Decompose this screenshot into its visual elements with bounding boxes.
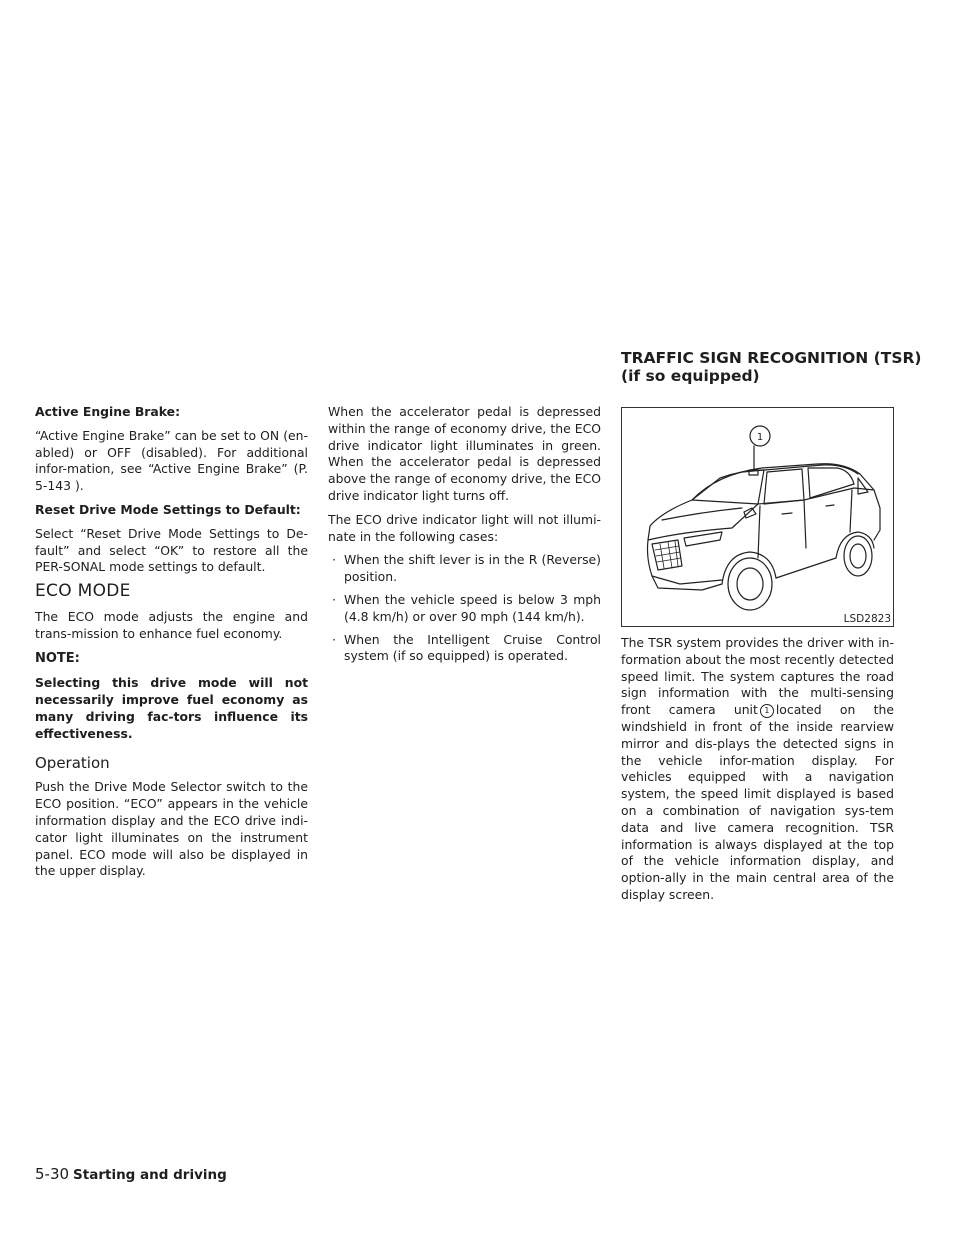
bullet-marker: · [332,552,336,568]
bullet-marker: · [332,631,336,647]
column-left [35,404,308,887]
tsr-description: The TSR system provides the driver with in-formation about the most recently detected speed limit. The system captures the road sign information with the multi-sensing front camera unit 1 located on the windshield in front of the inside rearview mirror and dis-plays the detected signs in the vehicle infor-mation display. For vehicles equipped with a navigation system, the speed limit displayed is based on a combination of navigation sys-tem data and live camera recognition. TSR information is always displayed at the top of the vehicle information display, and option-ally in the main central area of the display screen. [621,635,894,902]
eco-cases-list [328,552,601,665]
list-item: · When the shift lever is in the R (Reverse) position. [332,552,601,585]
list-item: · When the vehicle speed is below 3 mph (4.8 km/h) or over 90 mph (144 km/h). [332,591,601,624]
active-engine-brake-heading: Active Engine Brake: [35,404,181,419]
active-engine-brake-text: “Active Engine Brake” can be set to ON (en-abled) or OFF (disabled). For additional infor-mation, see “Active Engine Brake” (P. 5-143 ). [35,427,308,494]
note-heading: NOTE: [35,650,80,666]
list-item: · When the Intelligent Cruise Control system (if so equipped) is operated. [332,631,601,664]
vehicle-illustration [622,408,893,626]
callout-number: 1 [756,432,764,443]
callout-marker: 1 [760,704,774,718]
reset-drive-mode-heading: Reset Drive Mode Settings to Default: [35,501,301,517]
tsr-section-heading [621,349,922,385]
tsr-heading-line1: TRAFFIC SIGN RECOGNITION (TSR) [621,349,922,367]
figure-code: LSD2823 [843,613,891,625]
eco-indicator-text: When the accelerator pedal is depressed within the range of economy drive, the ECO drive indicator light illuminates in green. When the accelerator pedal is depressed above the range of economy drive, the ECO drive indicator light turns off. [328,404,601,503]
eco-indicator-cases-intro: The ECO drive indicator light will not illumi-nate in the following cases: [328,511,601,544]
reset-drive-mode-text: Select “Reset Drive Mode Settings to De-fault” and select “OK” to restore all the PER-SONAL mode settings to default. [35,525,308,575]
column-middle [328,404,601,671]
note-text: Selecting this drive mode will not necessarily improve fuel economy as many driving fac-tors influence its effectiveness. [35,675,308,741]
operation-heading: Operation [35,753,110,772]
column-right [621,635,894,911]
page-footer [35,1165,227,1183]
eco-mode-text: The ECO mode adjusts the engine and trans-mission to enhance fuel economy. [35,608,308,641]
bullet-marker: · [332,591,336,607]
eco-mode-heading: ECO MODE [35,581,131,602]
operation-text: Push the Drive Mode Selector switch to the ECO position. “ECO” appears in the vehicle information display and the ECO drive indi-cator light illuminates on the instrument panel. ECO mode will also be displayed in the upper display. [35,779,308,879]
page-number: 5-30 [35,1165,70,1183]
tsr-heading-line2: (if so equipped) [621,367,760,385]
chapter-title: Starting and driving [73,1167,227,1183]
vehicle-figure [621,407,894,627]
